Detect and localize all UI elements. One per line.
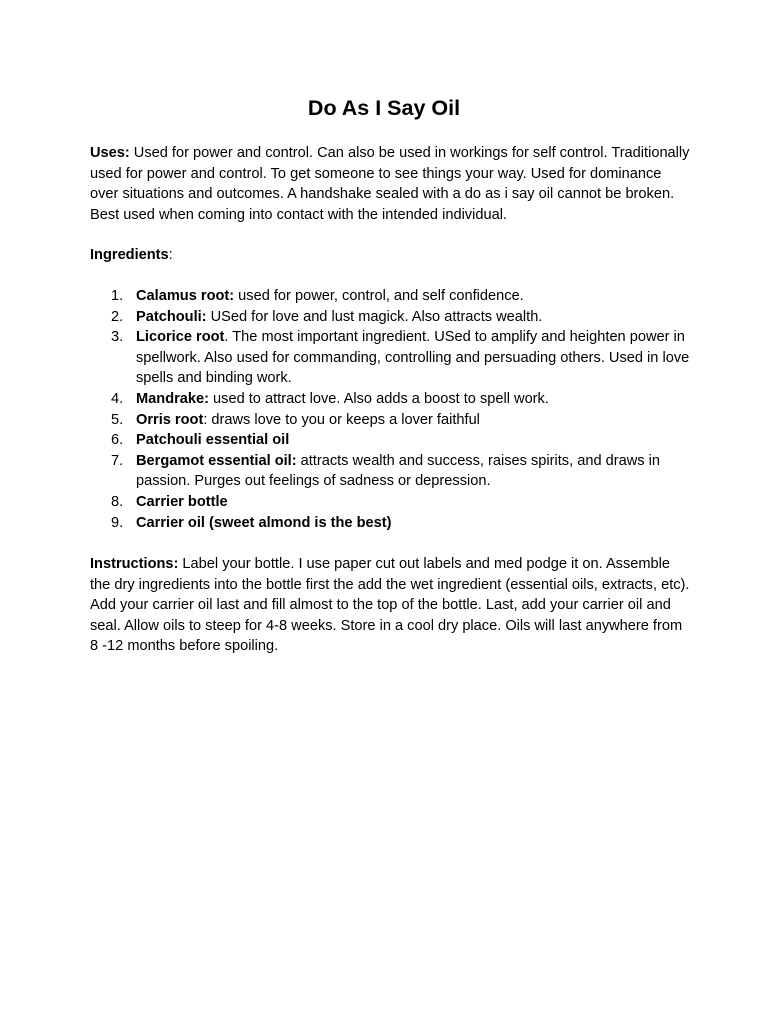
list-item — [90, 410, 700, 431]
ingredient-description: : draws love to you or keeps a lover faithful — [203, 411, 480, 428]
list-item — [90, 430, 700, 451]
ingredient-name: Bergamot essential oil: — [136, 452, 297, 469]
list-item-number: 7. — [111, 452, 124, 469]
instructions-text: Label your bottle. I use paper cut out labels and med podge it on. Assemble the dry ingredients into the bottle first the add the wet ingredient (essential oils, extracts, etc). Add your carrier oil last and fill almost to the top of the bottle. Last, add your carrier oil and seal. Allow oils to steep for 4-8 weeks. Store in a cool dry place. Oils will last anywhere from 8 -12 months before spoiling. — [90, 556, 690, 655]
list-item — [90, 307, 700, 328]
ingredient-name: Licorice root — [136, 329, 225, 346]
list-item — [90, 286, 700, 307]
list-item-number: 5. — [111, 411, 124, 428]
list-item — [90, 327, 700, 389]
ingredient-description: attracts wealth and success, raises spirits, and draws in passion. Purges out feelings of sadness or depression. — [136, 452, 660, 490]
list-item — [90, 451, 700, 492]
ingredient-name: Carrier bottle — [136, 493, 228, 510]
list-item-number: 6. — [111, 432, 124, 449]
list-item-number: 8. — [111, 493, 124, 510]
ingredient-description: . The most important ingredient. USed to amplify and heighten power in spellwork. Also used for commanding, controlling and persuading others. Used in love spells and binding work. — [136, 329, 690, 387]
ingredient-description: USed for love and lust magick. Also attracts wealth. — [206, 308, 543, 325]
document-title: Do As I Say Oil — [307, 96, 461, 120]
ingredient-name: Patchouli: — [136, 308, 207, 325]
uses-text: Used for power and control. Can also be used in workings for self control. Traditionally used for power and control. To get someone to see things your way. Used for dominance over situations and outcomes. A handshake sealed with a do as i say oil cannot be broken. Best used when coming into contact with the intended individual. — [90, 145, 690, 223]
ingredients-colon: : — [168, 247, 173, 263]
list-item-number: 1. — [111, 288, 124, 304]
ingredients-heading — [90, 245, 690, 266]
ingredient-name: Patchouli essential oil — [136, 432, 290, 449]
list-item — [90, 513, 700, 534]
ingredient-name: Carrier oil (sweet almond is the best) — [136, 514, 392, 531]
list-item-number: 2. — [111, 308, 124, 325]
ingredients-label: Ingredients — [90, 247, 169, 263]
instructions-paragraph — [90, 554, 690, 657]
ingredient-description: used for power, control, and self confidence. — [234, 288, 524, 304]
list-item — [90, 492, 700, 513]
ingredient-name: Calamus root: — [136, 288, 235, 304]
ingredient-name: Mandrake: — [136, 390, 209, 407]
ingredient-description: used to attract love. Also adds a boost to spell work. — [209, 390, 549, 407]
list-item-number: 3. — [111, 329, 124, 346]
list-item-number: 4. — [111, 390, 124, 407]
list-item — [90, 389, 700, 410]
uses-label: Uses: — [90, 145, 130, 161]
uses-paragraph — [90, 143, 690, 225]
instructions-label: Instructions: — [90, 556, 179, 572]
list-item-number: 9. — [111, 514, 124, 531]
ingredient-list — [90, 286, 700, 533]
ingredient-name: Orris root — [136, 411, 204, 428]
